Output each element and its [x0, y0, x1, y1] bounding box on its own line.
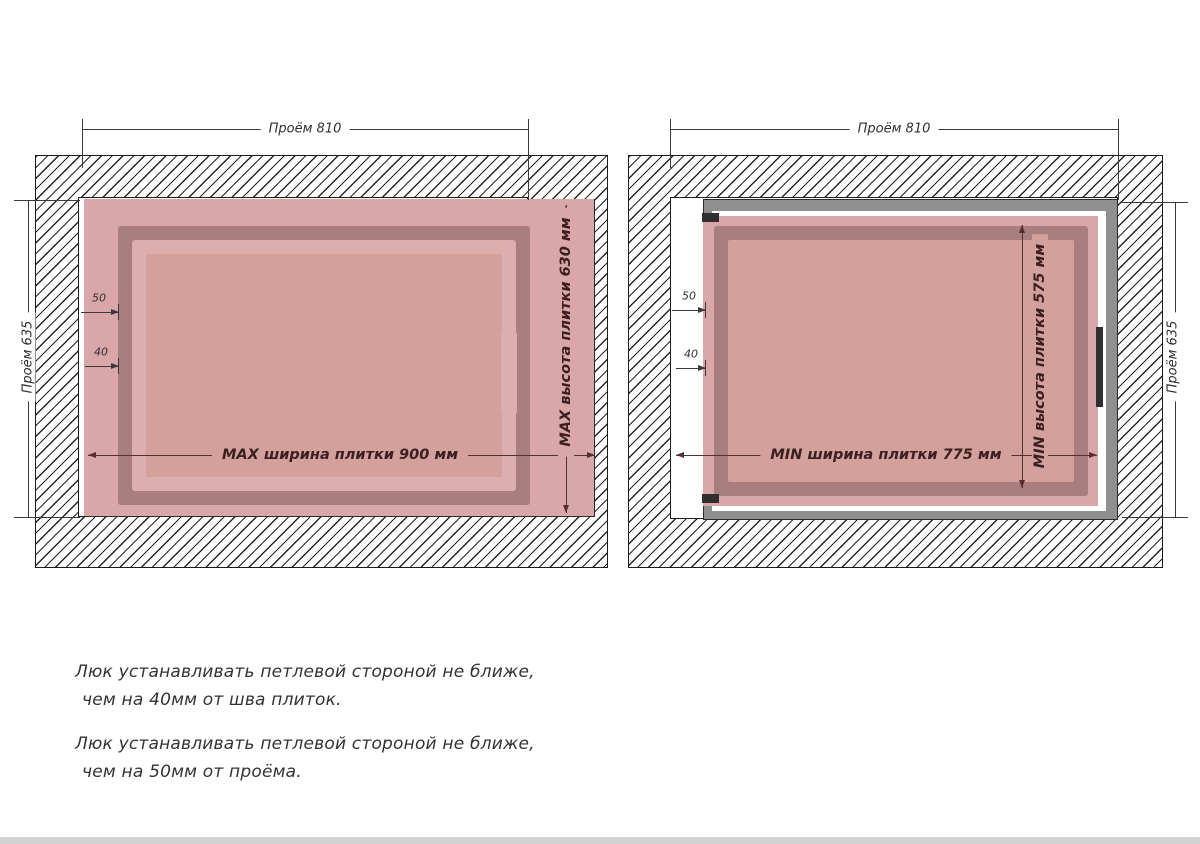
left-lid-center [146, 254, 502, 477]
right-dim-tile-height-label: MIN высота плитки 575 мм [1032, 234, 1048, 478]
left-dim-tile-width-arrow-left [88, 452, 96, 458]
right-dim-opening-height-tick-top [1122, 202, 1188, 203]
left-dim-tile-width-label: MAX ширина плитки 900 мм [212, 447, 468, 463]
left-dim-tile-width-arrow-right [587, 452, 595, 458]
right-dim-tile-height-arrow-up [1019, 225, 1025, 233]
right-hinge-bottom [702, 494, 719, 503]
right-dim-40-label: 40 [684, 347, 698, 361]
right-dim-tile-height-arrow-down [1019, 480, 1025, 488]
note-1-line-2: чем на 40мм от шва плиток. [82, 690, 342, 710]
right-dim-50-tick [705, 302, 706, 318]
left-dim-40-tick [118, 358, 119, 374]
right-dim-tile-width-label: MIN ширина плитки 775 мм [760, 447, 1011, 463]
note-2-line-1: Люк устанавливать петлевой стороной не ближе, [75, 734, 535, 754]
right-dim-tile-height-line [1022, 225, 1023, 488]
right-dim-tile-width-arrow-right [1089, 452, 1097, 458]
right-dim-opening-width-tick-left [670, 119, 671, 168]
left-dim-tile-height-label: MAX высота плитки 630 мм [558, 207, 574, 456]
left-dim-50-tick [118, 304, 119, 320]
left-dim-opening-height-label: Проём 635 [21, 313, 36, 402]
left-latch-notch [501, 333, 517, 413]
right-dim-opening-width-tick-right [1118, 119, 1119, 200]
right-dim-opening-height-label: Проём 635 [1166, 313, 1181, 402]
left-dim-tile-height-arrow-down [563, 505, 569, 513]
left-dim-opening-height-tick-top [14, 200, 80, 201]
left-dim-opening-width-tick-left [82, 119, 83, 168]
left-dim-50-label: 50 [92, 291, 106, 305]
right-dim-opening-height-tick-bottom [1122, 517, 1188, 518]
note-2-line-2: чем на 50мм от проёма. [82, 762, 302, 782]
right-dim-opening-width-label: Проём 810 [850, 122, 939, 137]
right-dim-tile-width-arrow-left [676, 452, 684, 458]
right-hinge-top [702, 213, 719, 222]
left-dim-opening-width-label: Проём 810 [261, 122, 350, 137]
left-dim-opening-width-tick-right [528, 119, 529, 200]
right-handle [1096, 327, 1103, 407]
right-dim-40-tick [705, 360, 706, 376]
page-bottom-bar [0, 837, 1200, 844]
note-1-line-1: Люк устанавливать петлевой стороной не ближе, [75, 662, 535, 682]
left-dim-opening-height-tick-bottom [14, 517, 80, 518]
right-dim-50-label: 50 [682, 289, 696, 303]
left-dim-40-label: 40 [94, 345, 108, 359]
